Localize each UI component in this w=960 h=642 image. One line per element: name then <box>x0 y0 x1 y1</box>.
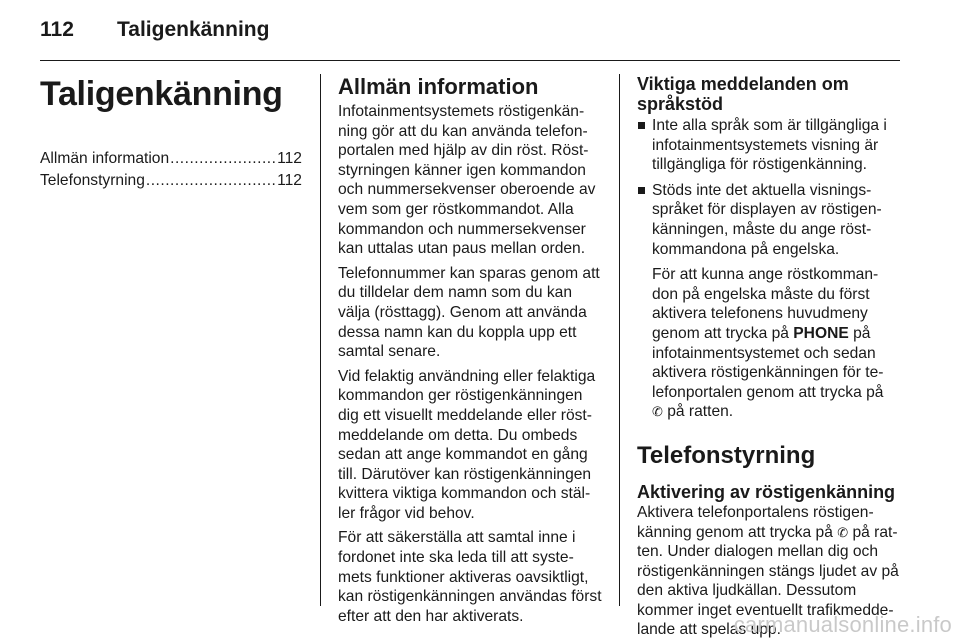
toc-entry-label: Telefonstyrning <box>40 172 145 189</box>
column-divider-1 <box>320 74 321 606</box>
toc-leader-dots <box>170 148 276 170</box>
activation-text: på rat-ten. Under dialogen mellan dig och röstigenkänningen stängs ljudet av på den aktiva ljudkällan. Dessutom kommer inget eventuellt trafikmedde-lande att spelas upp. <box>637 523 899 639</box>
paragraph: Infotainmentsystemets röstigenkän-ning gör att du kan använda telefon-portalen med hjälp av din röst. Röst-styrningen känner igen kommandon och nummersekvenser oberoende av vem som ger röstkommandot. Alla kommandon och nummersekvenser kan uttalas utan paus mellan orden. <box>338 103 596 258</box>
table-of-contents <box>40 148 302 192</box>
phone-button-label: PHONE <box>793 324 849 342</box>
bullet-list <box>637 116 902 422</box>
column-1 <box>40 74 302 192</box>
list-item <box>637 181 902 422</box>
square-bullet-icon <box>638 187 645 194</box>
list-item <box>637 116 902 175</box>
subsection-heading-aktivering: Aktivering av röstigenkänning <box>637 481 896 502</box>
list-item-text: Inte alla språk som är tillgängliga i infotainmentsystemets visning är tillgängliga för röstigenkänning. <box>652 117 887 174</box>
steering-phone-icon: ✆ <box>652 404 663 420</box>
chapter-title: Taligenkänning <box>40 75 283 113</box>
header-rule <box>40 60 900 61</box>
list-item-text: Stöds inte det aktuella visnings-språket för displayen av röstigen-känningen, måste du ange röst-kommandona på engelska. <box>652 181 882 258</box>
section-heading-telefonstyrning: Telefonstyrning <box>637 441 816 469</box>
page-header <box>40 18 920 58</box>
steering-phone-icon: ✆ <box>837 524 849 540</box>
note-text: på infotainmentsystemet och sedan aktivera röstigenkänningen för te-lefonportalen genom att trycka på <box>652 324 884 401</box>
section-heading-allman-information: Allmän information <box>338 74 539 99</box>
toc-entry-telefonstyrning[interactable] <box>40 170 302 192</box>
page-number: 112 <box>40 18 74 41</box>
section-heading-sprakstod: Viktiga meddelanden om språkstöd <box>637 74 849 114</box>
watermark-text: carmanualsonline.info <box>733 612 952 637</box>
column-2 <box>338 74 603 626</box>
square-bullet-icon <box>638 122 645 129</box>
toc-leader-dots <box>146 170 276 192</box>
toc-entry-allman-information[interactable] <box>40 148 302 170</box>
toc-entry-page: 112 <box>277 150 302 167</box>
running-title: Taligenkänning <box>117 18 270 41</box>
column-divider-2 <box>619 74 620 606</box>
toc-entry-label: Allmän information <box>40 150 170 167</box>
toc-entry-page: 112 <box>277 172 302 189</box>
paragraph: För att säkerställa att samtal inne i fordonet inte ska leda till att syste-mets funktioner aktiveras oavsiktligt, kan röstigenkänningen användas först efter att den har aktiverats. <box>338 529 602 625</box>
column-3 <box>637 74 902 640</box>
note-text: på ratten. <box>662 403 734 421</box>
note-paragraph <box>652 265 902 422</box>
paragraph: Telefonnummer kan sparas genom att du tilldelar dem namn som du kan välja (rösttagg). Genom att använda dessa namn kan du koppla upp ett samtal senare. <box>338 264 600 361</box>
activation-text: Aktivera telefonportalens röstigen-känning genom att trycka på <box>637 503 874 541</box>
note-text: För att kunna ange röstkomman-don på engelska måste du först aktivera telefonens huvudmeny genom att trycka på <box>652 266 879 342</box>
paragraph: Vid felaktig användning eller felaktiga kommandon ger röstigenkänningen dig ett visuellt meddelande eller röst-meddelande om detta. Du ombeds sedan att ange kommandot en gång till. Därutöver kan röstigenkänningen kvittera viktiga kommandon och stäl-ler frågor vid behov. <box>338 367 596 522</box>
